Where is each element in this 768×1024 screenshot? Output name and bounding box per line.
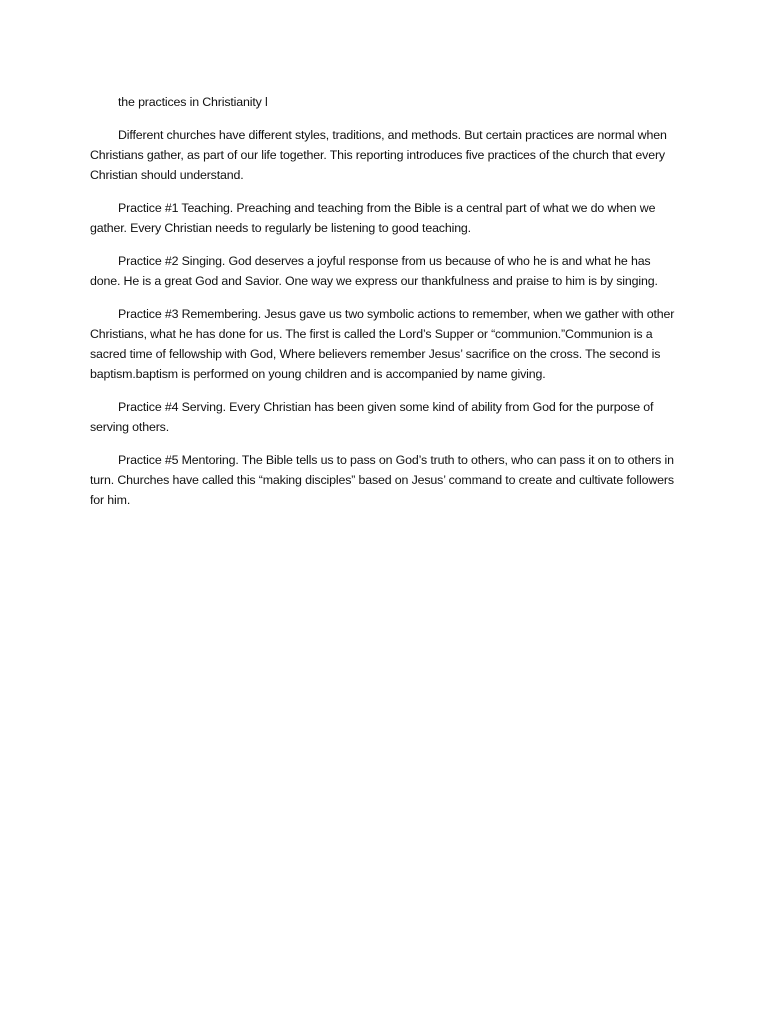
document-title: the practices in Christianity l	[118, 95, 268, 109]
paragraph-practice-1: Practice #1 Teaching. Preaching and teaching from the Bible is a central part of what we do when we gather. Every Christian needs to regularly be listening to good teaching.	[90, 201, 656, 235]
paragraph-practice-3: Practice #3 Remembering. Jesus gave us two symbolic actions to remember, when we gather with other Christians, what he has done for us. The first is called the Lord’s Supper or “communion.”Communion is a sacred time of fellowship with God, Where believers remember Jesus’ sacrifice on the cross. The second is baptism.baptism is performed on young children and is accompanied by name giving.	[90, 307, 675, 381]
paragraph-intro: Different churches have different styles, traditions, and methods. But certain practices are normal when Christians gather, as part of our life together. This reporting introduces five practices of the church that every Christian should understand.	[90, 128, 667, 182]
paragraph-practice-2: Practice #2 Singing. God deserves a joyful response from us because of who he is and what he has done. He is a great God and Savior. One way we express our thankfulness and praise to him is by singing.	[90, 254, 658, 288]
paragraph-practice-4: Practice #4 Serving. Every Christian has been given some kind of ability from God for the purpose of serving others.	[90, 400, 654, 434]
paragraph-practice-5: Practice #5 Mentoring. The Bible tells us to pass on God’s truth to others, who can pass it on to others in turn. Churches have called this “making disciples” based on Jesus’ command to create and cultivate followers for him.	[90, 453, 674, 507]
document-body	[90, 92, 680, 523]
